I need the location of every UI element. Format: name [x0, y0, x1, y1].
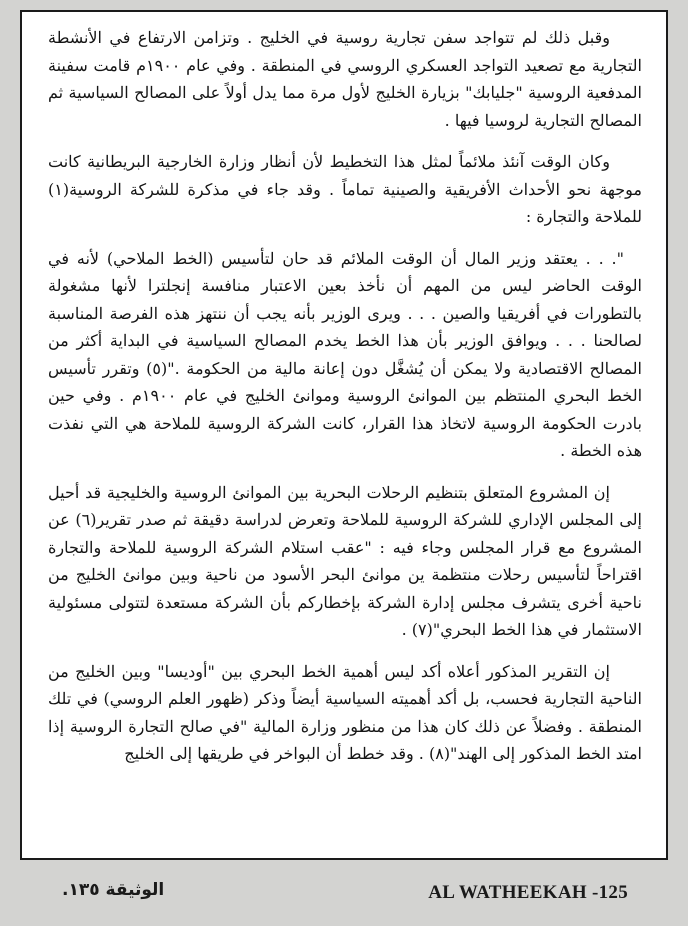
article-body [48, 24, 642, 782]
paragraph-1: وقبل ذلك لم تتواجد سفن تجارية روسية في الخليج . وتزامن الارتفاع في الأنشطة التجارية مع تصعيد التواجد العسكري الروسي في المنطقة . وفي عام ١٩٠٠م قامت سفينة المدفعية الروسية "جليابك" بزيارة الخليج لأول مرة مما يدل أولاً على المصالح السياسية ثم المصالح التجارية لروسيا فيها . [48, 28, 643, 130]
paragraph-2: وكان الوقت آنئذ ملائماً لمثل هذا التخطيط لأن أنظار وزارة الخارجية البريطانية كانت موجهة نحو الأحداث الأفريقية والصينية تماماً . وقد جاء في مذكرة للشركة الروسية(١) للملاحة والتجارة : [48, 152, 642, 226]
paragraph-4: إن المشروع المتعلق بتنظيم الرحلات البحرية بين الموانئ الروسية والخليجية قد أحيل إلى المجلس الإداري للشركة الروسية للملاحة وتعرض لدراسة دقيقة ثم صدر تقرير(٦) عن المشروع مع قرار المجلس وجاء فيه : "عقب استلام الشركة الروسية للملاحة والتجارة اقتراحاً لتأسيس رحلات منتظمة ين موانئ البحر الأسود من ناحية وبين موانئ الخليج من ناحية أخرى يتشرف مجلس إدارة الشركة بإخطاركم بأن الشركة مستعدة لتتولى مسئولية الاستثمار في هذا الخط البحري"(٧) . [48, 482, 642, 639]
arabic-page-label: الوثيقة ١٣٥. [62, 880, 165, 900]
paragraph-3-quote: ". . . يعتقد وزير المال أن الوقت الملائم قد حان لتأسيس (الخط الملاحي) لأنه في الوقت الحاضر ليس من المهم أن نأخذ بعين الاعتبار منافسة إنجلترا لأنها مشغولة بالتطورات في أفريقيا والصين . . . ويرى الوزير بأنه يجب أن ننتهز هذه الفرصة المناسبة لصالحنا . . . ويوافق الوزير بأن هذا الخط يخدم المصالح السياسية في البداية أكثر من المصالح الاقتصادية ولا يمكن أن يُشغَّل دون إعانة مالية من الحكومة ."(٥) وتقرر تأسيس الخط البحري المنتظم بين الموانئ الروسية وموانئ الخليج في عام ١٩٠٠م . وفي حين بادرت الحكومة الروسية لاتخاذ هذا القرار، كانت الشركة الروسية للملاحة هي التي نفذت هذه الخطة . [48, 248, 643, 460]
page-number-label: AL WATHEEKAH -125 [428, 882, 628, 903]
paragraph-5: إن التقرير المذكور أعلاه أكد ليس أهمية الخط البحري بين "أوديسا" وبين الخليج من الناحية التجارية فحسب، بل أكد أهميته السياسية أيضاً وذكر (ظهور العلم الروسي) في تلك المنطقة . وفضلاً عن ذلك كان هذا من منظور وزارة المالية "في صالح التجارة الروسية إذا امتد الخط المذكور إلى الهند"(٨) . وقد خطط أن البواخر في طريقها إلى الخليج [48, 661, 643, 763]
document-page [20, 10, 668, 860]
